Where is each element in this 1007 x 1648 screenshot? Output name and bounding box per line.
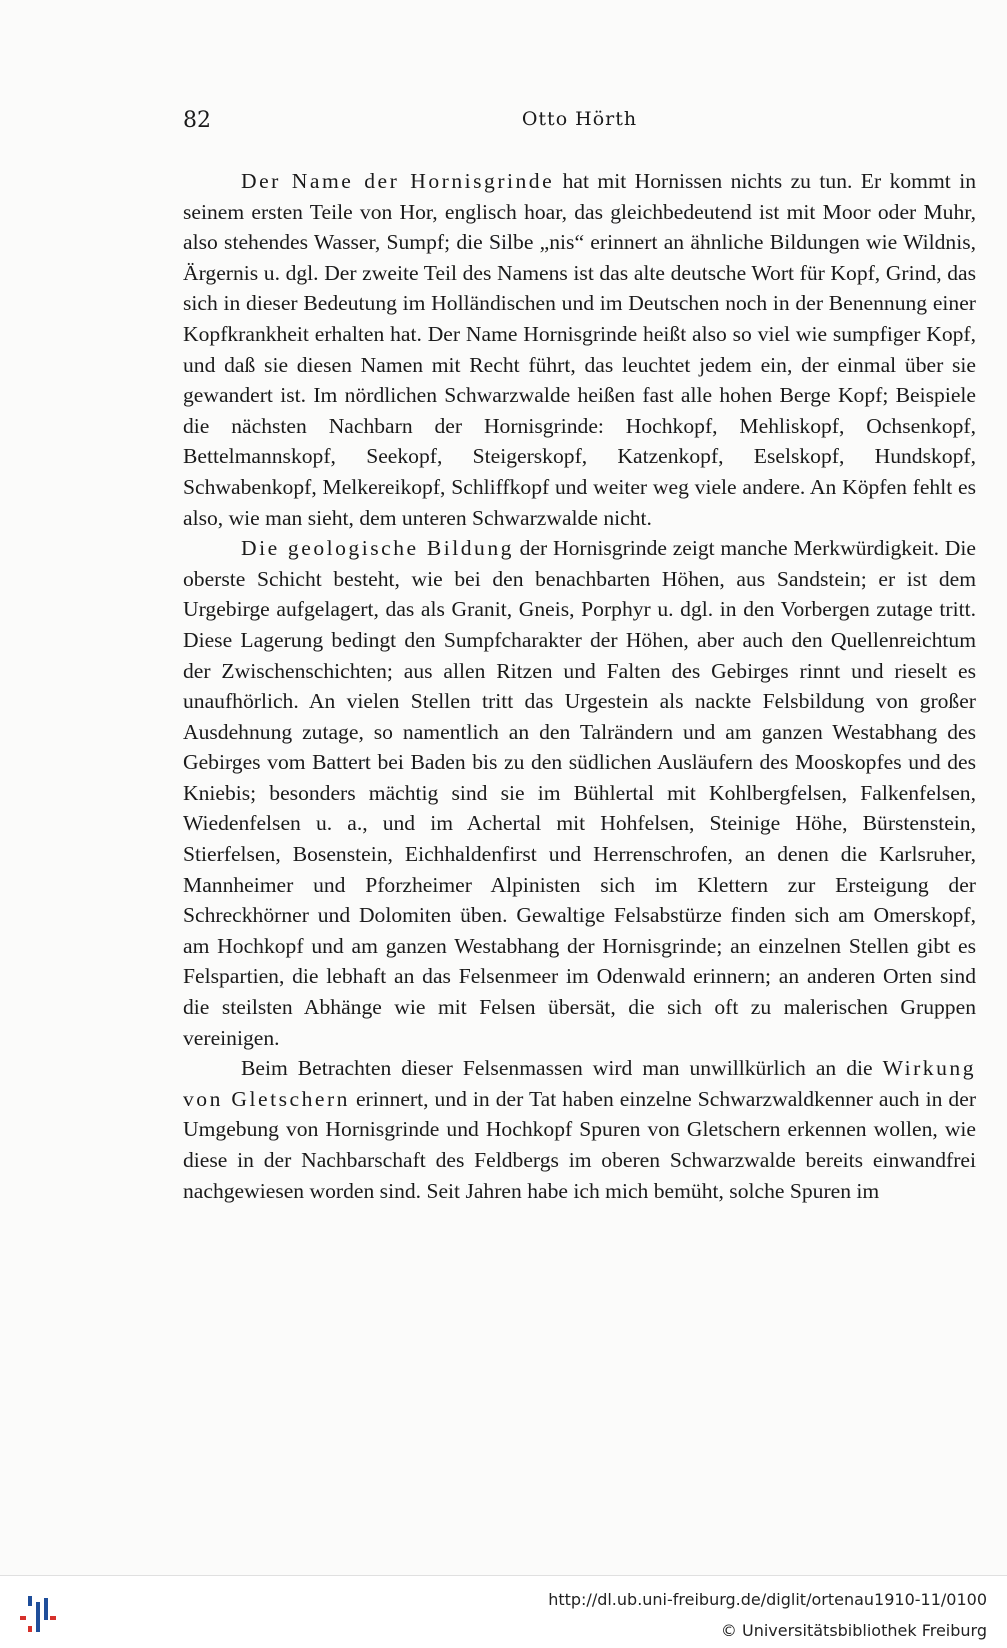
paragraph-text: hat mit Hornissen nichts zu tun. Er kommt in seinem ersten Teile von Hor, englisch hoar, das gleichbedeutend ist mit Moor oder Muhr, also stehendes Wasser, Sumpf; die Silbe „nis“ erinnert an ähnliche Bildungen wie Wildnis, Ärgernis u. dgl. Der zweite Teil des Namens ist das alte deutsche Wort für Kopf, Grind, das sich in dieser Bedeutung im Holländischen und im Deutschen noch in der Benennung einer Kopfkrankheit erhalten hat. Der Name Hornisgrinde heißt also so viel wie sumpfiger Kopf, und daß sie diesen Namen mit Recht führt, das leuchtet jedem ein, der einmal über sie gewandert ist. Im nördlichen Schwarzwalde heißen fast alle hohen Berge Kopf; Beispiele die nächsten Nachbarn der Hornisgrinde: Hochkopf, Mehliskopf, Ochsenkopf, Bettelmannskopf, Seekopf, Steigerskopf, Katzenkopf, Eselskopf, Hundskopf, Schwabenkopf, Melkereikopf, Schliffkopf und weiter weg viele andere. An Köpfen fehlt es also, wie man sieht, dem unteren Schwarzwalde nicht. [183, 169, 976, 530]
paragraph [183, 1053, 976, 1206]
footer [0, 1575, 1007, 1648]
ub-freiburg-logo-icon[interactable] [14, 1590, 64, 1640]
page-number: 82 [183, 108, 211, 133]
paragraph [183, 166, 976, 533]
running-head: Otto Hörth [521, 108, 638, 130]
emphasized-term: Die geologische Bildung [241, 536, 514, 561]
copyright-notice: © Universitätsbibliothek Freiburg [720, 1621, 987, 1640]
page-header [183, 108, 976, 138]
body-text [183, 166, 976, 1206]
source-url-link[interactable]: http://dl.ub.uni-freiburg.de/diglit/ortenau1910-11/0100 [548, 1590, 987, 1609]
paragraph-text: der Hornisgrinde zeigt manche Merkwürdigkeit. Die oberste Schicht besteht, wie bei den benachbarten Höhen, aus Sandstein; er ist dem Urgebirge aufgelagert, das als Granit, Gneis, Porphyr u. dgl. in den Vorbergen zutage tritt. Diese Lagerung bedingt den Sumpfcharakter der Höhen, aber auch den Quellenreichtum der Zwischenschichten; aus allen Ritzen und Falten des Gebirges rinnt und rieselt es unaufhörlich. An vielen Stellen tritt das Urgestein als nackte Felsbildung von großer Ausdehnung zutage, so namentlich an den Talrändern und am ganzen Westabhang des Gebirges vom Battert bei Baden bis zu den südlichen Ausläufern des Mooskopfes und des Kniebis; besonders mächtig sind sie im Bühlertal mit Kohlbergfelsen, Falkenfelsen, Wiedenfelsen u. a., und im Achertal mit Hohfelsen, Steinige Höhe, Bürstenstein, Stierfelsen, Bosenstein, Eichhaldenfirst und Herrenschrofen, an denen die Karlsruher, Mannheimer und Pforzheimer Alpinisten sich im Klettern zur Ersteigung der Schreckhörner und Dolomiten üben. Gewaltige Felsabstürze finden sich am Omerskopf, am Hochkopf und am ganzen Westabhang der Hornisgrinde; an einzelnen Stellen gibt es Felspartien, die lebhaft an das Felsenmeer im Odenwald erinnern; an anderen Orten sind die steilsten Abhänge wie mit Felsen übersät, die sich oft zu malerischen Gruppen vereinigen. [183, 536, 976, 1050]
emphasized-term: Der Name der Hornisgrinde [241, 169, 555, 193]
emphasized-term: Wirkung von Gletschern [183, 1056, 976, 1111]
paragraph [183, 533, 976, 1053]
paragraph-text: erinnert, und in der Tat haben einzelne Schwarzwaldkenner auch in der Umgebung von Hornisgrinde und Hochkopf Spuren von Gletschern erkennen wollen, wie diese in der Nachbarschaft des Feldbergs im oberen Schwarzwalde bereits einwandfrei nachgewiesen worden sind. Seit Jahren habe ich mich bemüht, solche Spuren im [183, 1086, 977, 1203]
paragraph-text: Beim Betrachten dieser Felsenmassen wird man unwillkürlich an die [241, 1056, 883, 1081]
